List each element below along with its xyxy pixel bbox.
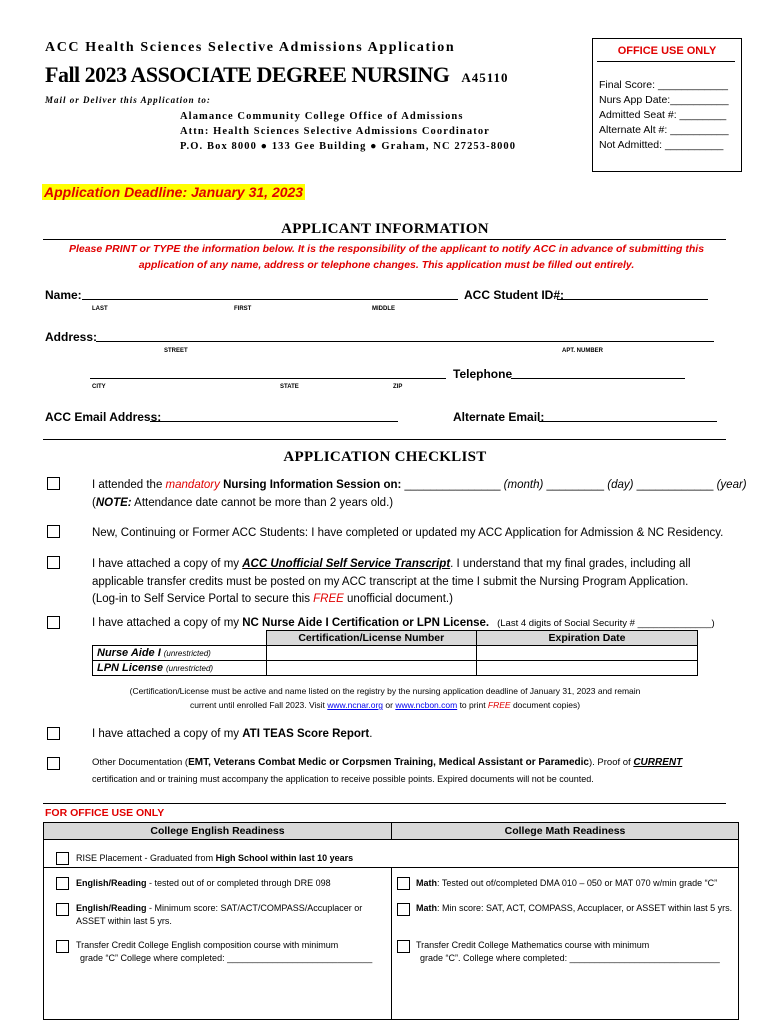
math-transfer-text: Transfer Credit College Mathematics course with minimum xyxy=(416,940,650,950)
other-doc-line-2: certification and or training must accompany the application to receive possible points. Expired documents will not be counted. xyxy=(92,774,594,784)
transcript-line-3: (Log-in to Self Service Portal to secure this FREE unofficial document.) xyxy=(92,593,453,605)
math-dma-text: Math: Tested out of/completed DMA 010 – 050 or MAT 070 w/min grade “C” xyxy=(416,878,718,888)
ati-teas-text: I have attached a copy of my ATI TEAS Score Report. xyxy=(92,728,373,740)
application-deadline: Application Deadline: January 31, 2023 xyxy=(44,184,304,200)
telephone-input[interactable] xyxy=(511,368,685,379)
nurs-app-date-field: Nurs App Date:__________ xyxy=(599,94,729,106)
street-input[interactable] xyxy=(96,331,714,342)
lpn-expiration-input[interactable] xyxy=(477,661,698,676)
checkbox-english-transfer[interactable] xyxy=(56,940,69,953)
zip-sub: ZIP xyxy=(393,384,403,390)
english-dre-text: English/Reading - tested out of or completed through DRE 098 xyxy=(76,878,331,888)
checkbox-math-dma[interactable] xyxy=(397,877,410,890)
name-sub-middle: MIDDLE xyxy=(372,306,395,312)
city-sub: CITY xyxy=(92,384,106,390)
alternate-email-input[interactable] xyxy=(539,411,717,422)
address-line-2: Attn: Health Sciences Selective Admissions Coordinator xyxy=(180,126,490,137)
rise-placement-text: RISE Placement - Graduated from High School within last 10 years xyxy=(76,853,354,863)
checkbox-ati-teas[interactable] xyxy=(47,727,60,740)
name-sub-first: FIRST xyxy=(234,306,252,312)
state-sub: STATE xyxy=(280,384,299,390)
checkbox-other-documentation[interactable] xyxy=(47,757,60,770)
english-transfer-text: Transfer Credit College English composition course with minimum xyxy=(76,940,339,950)
name-input[interactable] xyxy=(82,289,458,300)
expiration-date-header: Expiration Date xyxy=(477,631,698,646)
divider xyxy=(597,61,735,62)
address-line-1: Alamance Community College Office of Admissions xyxy=(180,111,464,122)
nurse-aide-expiration-input[interactable] xyxy=(477,646,698,661)
divider xyxy=(43,803,726,804)
alternate-alt-field: Alternate Alt #: __________ xyxy=(599,124,729,136)
math-transfer-text-2: grade “C”. College where completed: ______________________________ xyxy=(420,953,720,963)
acc-application-text: New, Continuing or Former ACC Students: I have completed or updated my ACC Application for Admission & NC Residency. xyxy=(92,527,724,539)
lpn-license-input[interactable] xyxy=(266,661,477,676)
divider xyxy=(391,867,392,1019)
address-sub-street: STREET xyxy=(164,348,188,354)
certification-table xyxy=(92,630,698,676)
english-min-score-text-2: ASSET within last 5 yrs. xyxy=(76,916,172,926)
nurse-aide-cert-input[interactable] xyxy=(266,646,477,661)
name-sub-last: LAST xyxy=(92,306,108,312)
checkbox-math-min-score[interactable] xyxy=(397,903,410,916)
acc-email-label: ACC Email Address: xyxy=(45,410,162,424)
office-use-title: OFFICE USE ONLY xyxy=(617,45,717,57)
applicant-info-title: APPLICANT INFORMATION xyxy=(281,221,489,237)
english-transfer-text-2: grade “C” College where completed: _____________________________ xyxy=(80,953,373,963)
checkbox-rise-placement[interactable] xyxy=(56,852,69,865)
address-sub-apt: APT. NUMBER xyxy=(562,348,604,354)
alternate-email-label: Alternate Email: xyxy=(453,410,545,424)
telephone-label: Telephone xyxy=(453,367,513,381)
cert-fine-print-1: (Certification/License must be active and name listed on the registry by the nursing application deadline of January 31, 2023 and remain xyxy=(129,686,641,696)
math-readiness-header: College Math Readiness xyxy=(392,823,738,839)
cert-fine-print-2: current until enrolled Fall 2023. Visit www.ncnar.org or www.ncbon.com to print FREE document copies) xyxy=(189,700,581,710)
city-state-zip-input[interactable] xyxy=(90,368,446,379)
acc-email-input[interactable] xyxy=(150,411,398,422)
applicant-note: Please PRINT or TYPE the information below. It is the responsibility of the applicant to notify ACC in advance of submitting this application of any name, address or telephone changes. This application must be filled out entirely. xyxy=(68,243,705,271)
final-score-field: Final Score: ____________ xyxy=(599,79,729,91)
info-session-note: (NOTE: Attendance date cannot be more than 2 years old.) xyxy=(92,497,394,509)
office-use-box xyxy=(592,38,742,172)
checklist-title: APPLICATION CHECKLIST xyxy=(283,449,487,465)
checkbox-acc-application[interactable] xyxy=(47,525,60,538)
english-min-score-text: English/Reading - Minimum score: SAT/ACT/COMPASS/Accuplacer or xyxy=(76,903,363,913)
nurse-aide-line: I have attached a copy of my NC Nurse Aide I Certification or LPN License. (Last 4 digits of Social Security # ______________) xyxy=(92,617,715,629)
table-row: Nurse Aide I (unrestricted) xyxy=(93,646,698,661)
address-line-3: P.O. Box 8000 ● 133 Gee Building ● Graham, NC 27253-8000 xyxy=(180,141,517,152)
checkbox-english-min-score[interactable] xyxy=(56,903,69,916)
form-title: Fall 2023 ASSOCIATE DEGREE NURSING A45110 xyxy=(45,62,509,87)
name-label: Name: xyxy=(45,288,82,302)
transcript-line-2: applicable transfer credits must be posted on my ACC transcript at the time I submit the Nursing Program Application. xyxy=(92,576,689,588)
checkbox-nurse-aide[interactable] xyxy=(47,616,60,629)
divider xyxy=(44,839,738,840)
office-use-heading: FOR OFFICE USE ONLY xyxy=(45,807,165,819)
divider xyxy=(43,239,726,240)
student-id-label: ACC Student ID#: xyxy=(464,288,564,302)
mail-to-label: Mail or Deliver this Application to: xyxy=(45,95,211,105)
transcript-line-1: I have attached a copy of my ACC Unofficial Self Service Transcript. I understand that my final grades, including all xyxy=(92,558,691,570)
checkbox-math-transfer[interactable] xyxy=(397,940,410,953)
office-readiness-table xyxy=(43,822,739,1020)
cert-number-header: Certification/License Number xyxy=(266,631,477,646)
table-row: LPN License (unrestricted) xyxy=(93,661,698,676)
address-label: Address: xyxy=(45,330,98,344)
checkbox-english-dre[interactable] xyxy=(56,877,69,890)
english-readiness-header: College English Readiness xyxy=(44,823,392,839)
not-admitted-field: Not Admitted: __________ xyxy=(599,139,724,151)
checkbox-transcript[interactable] xyxy=(47,556,60,569)
program-line: ACC Health Sciences Selective Admissions Application xyxy=(45,40,456,55)
checkbox-info-session[interactable] xyxy=(47,477,60,490)
math-min-score-text: Math: Min score: SAT, ACT, COMPASS, Accuplacer, or ASSET within last 5 yrs. xyxy=(416,903,733,913)
ncbon-link[interactable]: www.ncbon.com xyxy=(395,700,458,710)
ncnar-link[interactable]: www.ncnar.org xyxy=(327,700,384,710)
divider xyxy=(43,439,726,440)
info-session-line: I attended the mandatory Nursing Information Session on: _______________ (month) _________ (day) ____________ (year) xyxy=(92,479,747,491)
form-code: A45110 xyxy=(461,70,509,85)
student-id-input[interactable] xyxy=(557,289,708,300)
admitted-seat-field: Admitted Seat #: ________ xyxy=(599,109,727,121)
other-doc-line-1: Other Documentation (EMT, Veterans Combat Medic or Corpsmen Training, Medical Assistant or Paramedic). Proof of CURRENT xyxy=(92,757,683,768)
